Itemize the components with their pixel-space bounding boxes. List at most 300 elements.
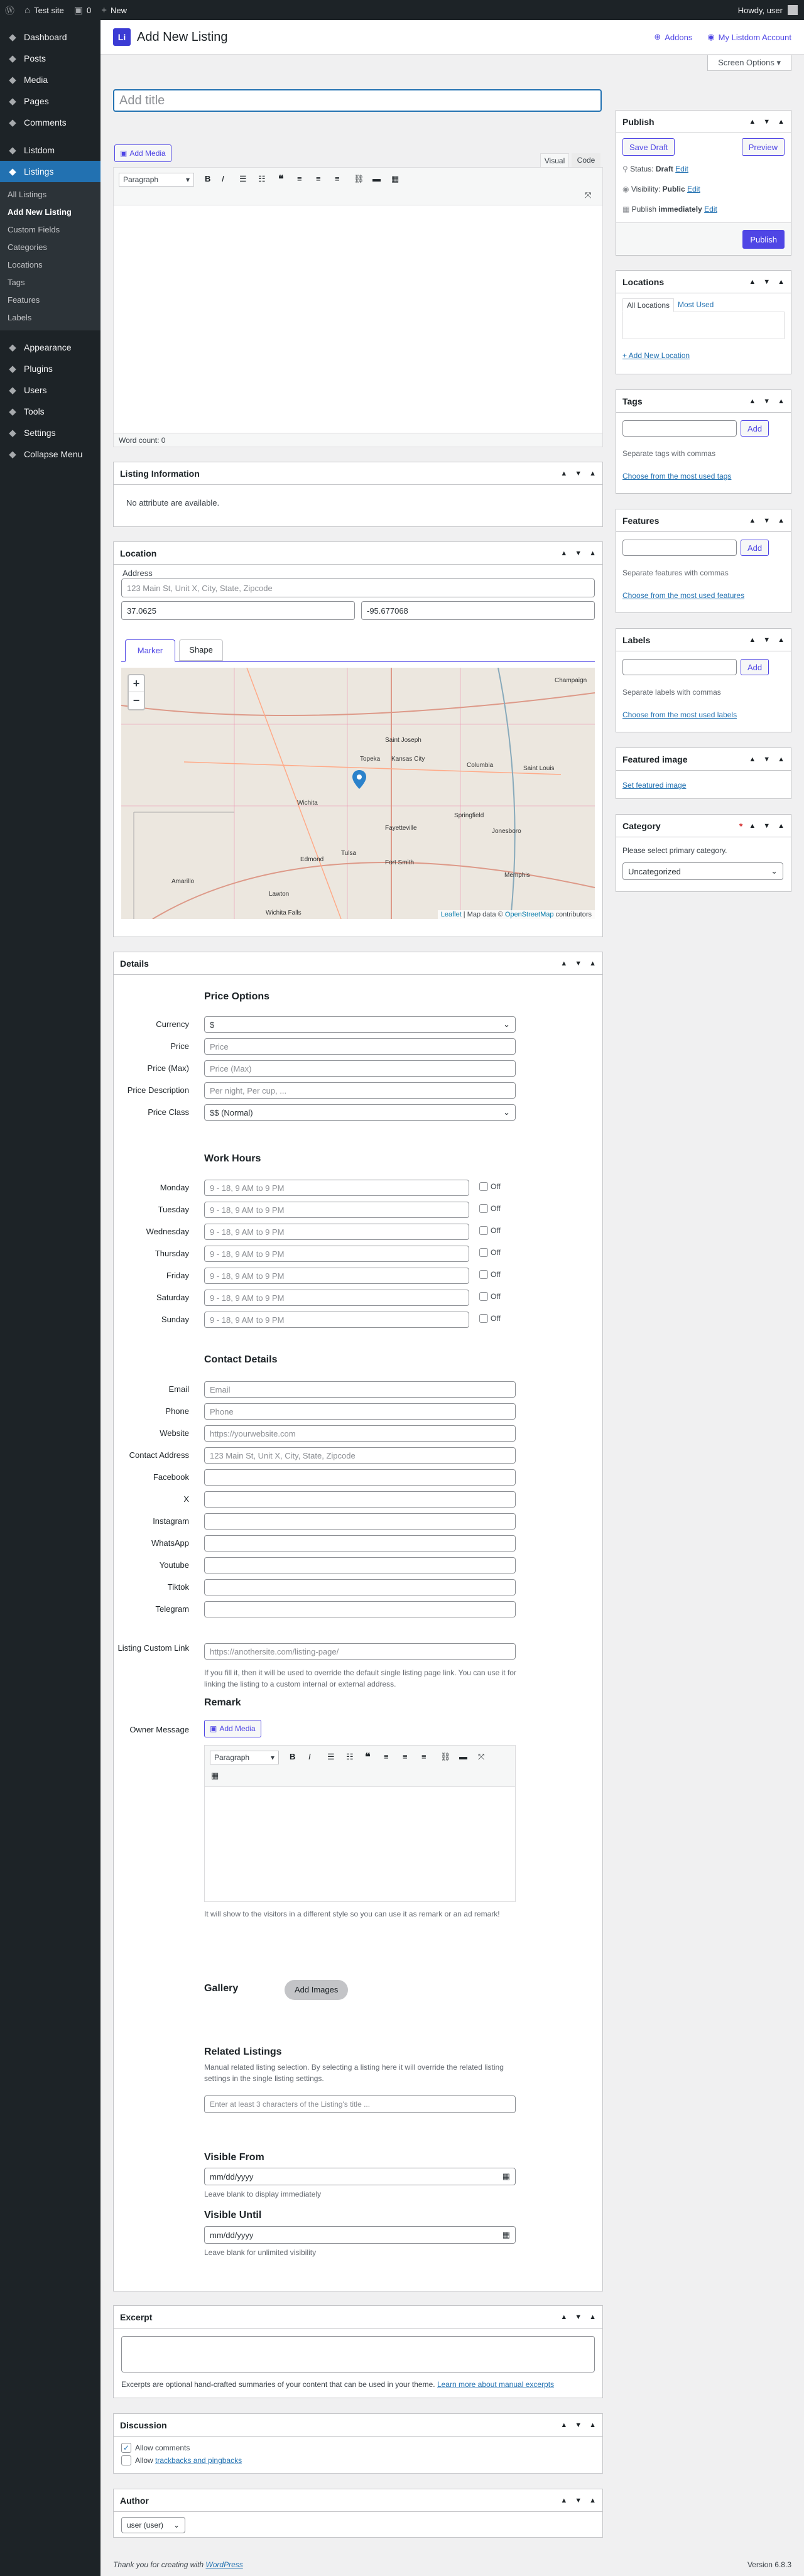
discussion-title: Discussion (120, 2420, 167, 2430)
tags-help: Separate tags with commas (622, 449, 716, 458)
labels-help: Separate labels with commas (622, 688, 721, 697)
map-city-label: Columbia (467, 762, 494, 769)
discussion-box (113, 2413, 603, 2474)
move-up-icon[interactable]: ▲ (560, 2496, 568, 2504)
trackbacks-link[interactable]: trackbacks and pingbacks (155, 2456, 242, 2465)
contact-input-instagram[interactable] (204, 1513, 516, 1530)
tab-shape[interactable]: Shape (179, 639, 223, 661)
work-hours-input[interactable]: 9 - 18, 9 AM to 9 PM (204, 1312, 469, 1328)
screen-options-button[interactable]: Screen Options ▾ (707, 55, 791, 71)
currency-label: Currency (156, 1019, 189, 1029)
tab-code[interactable]: Code (572, 153, 600, 167)
labels-title: Labels (622, 634, 651, 645)
move-down-icon[interactable]: ▼ (763, 636, 771, 644)
off-checkbox[interactable] (479, 1182, 488, 1191)
avatar (788, 5, 798, 15)
sidebar-item-label: Collapse Menu (24, 449, 83, 459)
address-input[interactable]: 123 Main St, Unit X, City, State, Zipcode (121, 579, 595, 597)
sidebar-item-users[interactable] (0, 379, 100, 401)
sidebar-item-tools[interactable] (0, 401, 100, 422)
paragraph-select[interactable] (119, 173, 194, 187)
longitude-input[interactable]: -95.677068 (361, 601, 595, 620)
tags-title: Tags (622, 396, 643, 406)
toggle-icon[interactable]: ▲ (589, 2496, 596, 2504)
contact-input-website[interactable]: https://yourwebsite.com (204, 1425, 516, 1442)
sidebar-item-collapse-menu[interactable] (0, 443, 100, 465)
visible-until-date[interactable] (204, 2226, 516, 2244)
category-title: Category (622, 820, 661, 831)
calendar-icon: ▦ (622, 205, 632, 214)
submenu-item[interactable]: Categories (8, 242, 47, 252)
sidebar-item-listdom[interactable] (0, 139, 100, 161)
toggle-icon[interactable]: ▲ (589, 469, 596, 477)
visibility-value: Public (662, 185, 685, 193)
toggle-icon[interactable]: ▲ (778, 516, 785, 524)
sidebar-item-label: Pages (24, 96, 49, 106)
contact-input-whatsapp[interactable] (204, 1535, 516, 1552)
sidebar-item-plugins[interactable] (0, 358, 100, 379)
paragraph-label: Paragraph (214, 1753, 250, 1762)
required-mark: * (739, 820, 743, 831)
move-up-icon[interactable]: ▲ (749, 755, 756, 763)
move-down-icon[interactable]: ▼ (575, 959, 582, 967)
chevron-down-icon: ⌄ (503, 1019, 510, 1029)
custom-link-help: If you fill it, then it will be used to override the default single listing page link. You can use it for linking the listing to a custom internal or external address. (204, 1668, 516, 1688)
work-hours-input[interactable]: 9 - 18, 9 AM to 9 PM (204, 1224, 469, 1240)
plus-circle-icon: ⊕ (654, 32, 661, 41)
align-right-icon[interactable]: ≡ (335, 174, 340, 183)
move-up-icon[interactable]: ▲ (749, 636, 756, 644)
align-center-icon[interactable]: ≡ (316, 174, 321, 183)
publish-title: Publish (622, 116, 655, 127)
fullscreen-icon[interactable]: ⤧ (585, 190, 592, 200)
title-input[interactable]: Add title (113, 89, 602, 112)
publish-button[interactable]: Publish (742, 230, 785, 249)
fullscreen-icon[interactable]: ⤧ (478, 1752, 485, 1761)
labels-input[interactable] (622, 659, 737, 675)
remark-paragraph-select[interactable] (210, 1751, 279, 1764)
work-hours-input[interactable]: 9 - 18, 9 AM to 9 PM (204, 1246, 469, 1262)
excerpt-help (121, 2380, 554, 2389)
wordpress-link[interactable]: WordPress (205, 2560, 243, 2569)
users-icon: ◆ (9, 385, 16, 396)
blockquote-icon[interactable]: ❝ (365, 1752, 371, 1763)
off-label: Off (491, 1314, 501, 1323)
map-city-label: Lawton (269, 891, 290, 898)
word-count: Word count: 0 (114, 433, 602, 447)
toggle-icon[interactable]: ▲ (778, 755, 785, 763)
price-input[interactable]: Price (204, 1038, 516, 1055)
move-down-icon[interactable]: ▼ (763, 822, 771, 830)
contact-label: Instagram (153, 1516, 189, 1526)
toolbar-toggle-icon[interactable]: ▦ (211, 1771, 219, 1780)
align-center-icon[interactable]: ≡ (403, 1752, 408, 1761)
remark-title: Remark (204, 1697, 241, 1708)
add-tag-button[interactable]: Add (741, 420, 769, 437)
comments-menu[interactable] (69, 0, 96, 20)
pin-icon: ◆ (9, 53, 16, 64)
move-down-icon[interactable]: ▼ (763, 516, 771, 524)
related-listings-title: Related Listings (204, 2046, 282, 2057)
wp-logo-menu[interactable] (0, 0, 19, 20)
off-checkbox[interactable] (479, 1314, 488, 1323)
price-class-label: Price Class (148, 1107, 189, 1117)
move-down-icon[interactable]: ▼ (575, 2496, 582, 2504)
calendar-icon[interactable]: ▦ (502, 2230, 510, 2239)
zoom-control (128, 674, 145, 710)
toolbar-toggle-icon[interactable]: ▦ (391, 174, 399, 183)
sidebar-item-posts[interactable] (0, 48, 100, 69)
map-city-label: Saint Louis (523, 765, 555, 772)
owner-message-label: Owner Message (129, 1725, 189, 1734)
sidebar-item-label: Listings (24, 166, 54, 177)
tags-box (616, 389, 791, 494)
save-draft-button[interactable]: Save Draft (622, 138, 675, 156)
publish-time-label: Publish (631, 205, 659, 214)
map-city-label: Wichita (297, 800, 318, 807)
category-box (616, 814, 791, 892)
add-media-label: Add Media (129, 149, 166, 158)
chevron-down-icon: ▾ (270, 1753, 274, 1762)
off-checkbox[interactable] (479, 1204, 488, 1213)
page-title: Add New Listing (137, 30, 228, 44)
date-placeholder: mm/dd/yyyy (210, 2171, 254, 2182)
footer-version: Version 6.8.3 (747, 2560, 791, 2569)
move-down-icon[interactable]: ▼ (763, 755, 771, 763)
move-up-icon[interactable]: ▲ (749, 278, 756, 286)
comment-icon: ◆ (9, 117, 16, 128)
add-feature-button[interactable]: Add (741, 540, 769, 556)
move-up-icon[interactable]: ▲ (749, 117, 756, 126)
map-attribution (438, 910, 595, 919)
bullet-list-icon[interactable]: ☰ (327, 1752, 335, 1761)
pin-icon: ⚲ (622, 165, 631, 173)
sidebar-item-label: Appearance (24, 342, 72, 352)
account-link[interactable] (707, 32, 791, 42)
footer-thanks (113, 2560, 243, 2569)
publish-time-row (622, 205, 717, 214)
contact-input-tiktok[interactable] (204, 1579, 516, 1595)
home-icon: ⌂ (24, 4, 31, 16)
align-left-icon[interactable]: ≡ (297, 174, 302, 183)
features-input[interactable] (622, 540, 737, 556)
sidebar-item-label: Settings (24, 428, 56, 438)
sidebar-item-listings[interactable] (0, 161, 100, 182)
chevron-down-icon: ⌄ (173, 2521, 180, 2530)
labels-box (616, 628, 791, 732)
related-listings-input[interactable]: Enter at least 3 characters of the Listing's title ... (204, 2095, 516, 2113)
eye-icon: ◉ (622, 185, 631, 193)
submenu-item[interactable]: Features (8, 295, 40, 305)
latitude-input[interactable]: 37.0625 (121, 601, 355, 620)
work-hours-input[interactable]: 9 - 18, 9 AM to 9 PM (204, 1180, 469, 1196)
map-marker-icon[interactable] (352, 770, 366, 789)
sidebar-item-dashboard[interactable] (0, 26, 100, 48)
bold-icon[interactable]: B (290, 1752, 296, 1761)
add-media-button[interactable] (114, 144, 171, 162)
work-hours-input[interactable]: 9 - 18, 9 AM to 9 PM (204, 1290, 469, 1306)
work-hours-input[interactable]: 9 - 18, 9 AM to 9 PM (204, 1268, 469, 1284)
map-city-label: Springfield (454, 812, 484, 819)
account-label: My Listdom Account (718, 32, 791, 42)
visible-from-help: Leave blank to display immediately (204, 2190, 322, 2198)
link-icon[interactable]: ⛓ (354, 174, 364, 183)
media-icon: ◆ (9, 75, 16, 85)
media-icon: ▣ (210, 1724, 217, 1733)
category-help: Please select primary category. (622, 846, 727, 855)
collapse-icon: ◆ (9, 449, 16, 460)
featured-image-title: Featured image (622, 754, 688, 764)
location-title: Location (120, 548, 157, 558)
osm-link[interactable]: OpenStreetMap (504, 911, 554, 918)
calendar-icon[interactable]: ▦ (502, 2171, 510, 2181)
addons-label: Addons (665, 32, 693, 42)
tab-visual[interactable]: Visual (540, 153, 569, 167)
price-description-input[interactable]: Per night, Per cup, ... (204, 1082, 516, 1099)
tab-most-used-locations[interactable]: Most Used (678, 300, 714, 309)
wordpress-icon: Ⓦ (5, 5, 15, 16)
editor-toolbar (114, 168, 602, 205)
currency-select[interactable] (204, 1016, 516, 1033)
submenu-item[interactable]: Locations (8, 260, 43, 269)
off-label: Off (491, 1270, 501, 1279)
listing-icon: ◆ (9, 166, 16, 177)
add-label-button[interactable]: Add (741, 659, 769, 675)
allow-trackbacks-checkbox[interactable] (121, 2455, 131, 2465)
move-up-icon[interactable]: ▲ (749, 516, 756, 524)
attribution-text: | Map data © (461, 911, 505, 918)
author-select[interactable] (121, 2517, 185, 2533)
media-icon: ▣ (120, 149, 128, 158)
remark-editor[interactable] (204, 1745, 516, 1902)
off-checkbox[interactable] (479, 1270, 488, 1279)
tab-marker[interactable]: Marker (125, 639, 175, 662)
set-featured-image-link[interactable]: Set featured image (622, 781, 687, 790)
move-down-icon[interactable]: ▼ (763, 397, 771, 405)
plus-icon: + (101, 4, 107, 16)
off-label: Off (491, 1182, 501, 1191)
contact-input-facebook[interactable] (204, 1469, 516, 1486)
off-checkbox[interactable] (479, 1226, 488, 1235)
day-label: Friday (166, 1271, 189, 1280)
contact-input-contact-address[interactable]: 123 Main St, Unit X, City, State, Zipcode (204, 1447, 516, 1464)
choose-features-link[interactable]: Choose from the most used features (622, 591, 745, 600)
excerpt-help-text: Excerpts are optional hand-crafted summaries of your content that can be used in your theme. (121, 2380, 437, 2389)
status-label: Status: (630, 165, 656, 173)
more-tag-icon[interactable]: ▬ (459, 1752, 467, 1761)
map-city-label: Topeka (360, 756, 381, 763)
sidebar-item-media[interactable] (0, 69, 100, 90)
sidebar-item-label: Comments (24, 117, 67, 128)
howdy-text: Howdy, user (737, 5, 783, 15)
location-map[interactable] (121, 668, 595, 919)
allow-comments-checkbox[interactable]: ✓ (121, 2443, 131, 2453)
off-label: Off (491, 1204, 501, 1213)
sidebar-item-label: Media (24, 75, 48, 85)
bullet-list-icon[interactable]: ☰ (239, 174, 247, 183)
toggle-icon[interactable]: ▲ (589, 2313, 596, 2321)
toggle-icon[interactable]: ▲ (589, 2421, 596, 2429)
submenu-item[interactable]: Labels (8, 313, 32, 322)
contact-label: Phone (165, 1406, 189, 1416)
comment-icon: ▣ (73, 5, 83, 16)
toggle-icon[interactable]: ▲ (778, 278, 785, 286)
italic-icon[interactable]: I (308, 1752, 311, 1761)
more-tag-icon[interactable]: ▬ (372, 174, 381, 183)
move-up-icon[interactable]: ▲ (749, 397, 756, 405)
visible-until-title: Visible Until (204, 2210, 262, 2220)
sidebar-item-comments[interactable] (0, 112, 100, 133)
map-city-label: Saint Joseph (385, 737, 421, 744)
allow-trackbacks-label (135, 2456, 242, 2465)
add-media-label: Add Media (219, 1724, 256, 1733)
main-content (100, 20, 804, 2576)
submenu-item[interactable]: Custom Fields (8, 225, 60, 234)
day-label: Sunday (161, 1315, 189, 1324)
day-label: Wednesday (146, 1227, 189, 1236)
contact-label: Facebook (153, 1472, 189, 1482)
zoom-out-button[interactable]: − (133, 694, 140, 707)
align-left-icon[interactable]: ≡ (384, 1752, 389, 1761)
chevron-down-icon: ⌄ (503, 1107, 510, 1117)
tab-all-locations[interactable]: All Locations (622, 298, 674, 312)
no-attribute-text: No attribute are available. (126, 498, 220, 508)
sidebar-item-label: Users (24, 385, 47, 395)
excerpt-title: Excerpt (120, 2312, 153, 2322)
visible-from-date[interactable] (204, 2168, 516, 2185)
move-down-icon[interactable]: ▼ (575, 549, 582, 557)
submenu-item[interactable]: Add New Listing (8, 207, 72, 217)
sidebar-item-label: Posts (24, 53, 46, 63)
locations-title: Locations (622, 276, 665, 287)
price-class-value: $$ (Normal) (210, 1107, 253, 1117)
currency-value: $ (210, 1019, 215, 1030)
link-icon[interactable]: ⛓ (440, 1752, 451, 1761)
listings-submenu (0, 182, 100, 330)
choose-tags-link[interactable]: Choose from the most used tags (622, 472, 732, 481)
toggle-icon[interactable]: ▲ (778, 822, 785, 830)
submenu-item[interactable]: All Listings (8, 190, 47, 199)
contact-input-youtube[interactable] (204, 1557, 516, 1573)
custom-link-input[interactable]: https://anothersite.com/listing-page/ (204, 1643, 516, 1660)
edit-visibility-link[interactable]: Edit (687, 185, 700, 193)
work-hours-input[interactable]: 9 - 18, 9 AM to 9 PM (204, 1202, 469, 1218)
status-value: Draft (655, 165, 673, 173)
edit-status-link[interactable]: Edit (675, 165, 688, 173)
new-content-menu[interactable] (96, 0, 132, 20)
contact-input-telegram[interactable] (204, 1601, 516, 1617)
work-hours-title: Work Hours (204, 1153, 261, 1164)
zoom-in-button[interactable]: + (129, 675, 144, 692)
add-new-location-link[interactable]: + Add New Location (622, 351, 690, 360)
off-label: Off (491, 1248, 501, 1257)
price-class-select[interactable] (204, 1104, 516, 1121)
footer-thanks-text: Thank you for creating with (113, 2560, 206, 2569)
account-menu[interactable] (738, 5, 804, 15)
listing-info-box (113, 462, 603, 527)
toggle-icon[interactable]: ▲ (778, 397, 785, 405)
excerpt-learn-more-link[interactable]: Learn more about manual excerpts (437, 2380, 555, 2389)
move-down-icon[interactable]: ▼ (575, 469, 582, 477)
leaflet-link[interactable]: Leaflet (440, 911, 462, 918)
excerpt-box (113, 2305, 603, 2398)
visibility-label: Visibility: (631, 185, 663, 193)
excerpt-textarea[interactable] (121, 2336, 595, 2372)
off-label: Off (491, 1226, 501, 1235)
move-up-icon[interactable]: ▲ (560, 959, 568, 967)
chevron-down-icon: ▾ (185, 175, 190, 184)
date-placeholder: mm/dd/yyyy (210, 2230, 254, 2240)
preview-button[interactable]: Preview (742, 138, 785, 156)
numbered-list-icon[interactable]: ☷ (258, 174, 266, 183)
move-up-icon[interactable]: ▲ (560, 2313, 568, 2321)
move-up-icon[interactable]: ▲ (749, 822, 756, 830)
sidebar-item-appearance[interactable] (0, 337, 100, 358)
remark-add-media-button[interactable] (204, 1720, 261, 1737)
price-description-label: Price Description (127, 1085, 189, 1095)
tags-input[interactable] (622, 420, 737, 437)
toggle-icon[interactable]: ▲ (589, 959, 596, 967)
move-up-icon[interactable]: ▲ (560, 549, 568, 557)
locations-checklist (622, 312, 785, 339)
off-checkbox[interactable] (479, 1248, 488, 1257)
details-box (113, 952, 603, 2291)
sidebar-item-settings[interactable] (0, 422, 100, 443)
contact-input-email[interactable]: Email (204, 1381, 516, 1398)
addons-link[interactable] (654, 32, 692, 42)
italic-icon[interactable]: I (222, 174, 224, 183)
move-down-icon[interactable]: ▼ (575, 2313, 582, 2321)
contact-label: X (183, 1494, 189, 1504)
contact-input-x[interactable] (204, 1491, 516, 1508)
sidebar-item-pages[interactable] (0, 90, 100, 112)
toggle-icon[interactable]: ▲ (589, 549, 596, 557)
move-up-icon[interactable]: ▲ (560, 2421, 568, 2429)
add-images-button[interactable]: Add Images (285, 1980, 348, 2000)
numbered-list-icon[interactable]: ☷ (346, 1752, 354, 1761)
align-right-icon[interactable]: ≡ (421, 1752, 426, 1761)
move-down-icon[interactable]: ▼ (763, 278, 771, 286)
move-down-icon[interactable]: ▼ (763, 117, 771, 126)
move-up-icon[interactable]: ▲ (560, 469, 568, 477)
off-label: Off (491, 1292, 501, 1301)
site-name-menu[interactable] (19, 0, 69, 20)
contact-input-phone[interactable]: Phone (204, 1403, 516, 1420)
map-city-label: Fayetteville (385, 825, 417, 832)
publish-time-value: immediately (658, 205, 702, 214)
page-icon: ◆ (9, 96, 16, 107)
bold-icon[interactable]: B (205, 174, 211, 183)
toggle-icon[interactable]: ▲ (778, 117, 785, 126)
toggle-icon[interactable]: ▲ (778, 636, 785, 644)
price-max-input[interactable]: Price (Max) (204, 1060, 516, 1077)
submenu-item[interactable]: Tags (8, 278, 25, 287)
category-select[interactable] (622, 862, 783, 880)
site-name: Test site (34, 5, 64, 15)
price-max-label: Price (Max) (147, 1063, 189, 1073)
sidebar-item-label: Dashboard (24, 32, 67, 42)
edit-publish-time-link[interactable]: Edit (704, 205, 717, 214)
chevron-down-icon: ⌄ (771, 866, 778, 876)
gallery-title: Gallery (204, 1983, 239, 1994)
choose-labels-link[interactable]: Choose from the most used labels (622, 710, 737, 719)
off-checkbox[interactable] (479, 1292, 488, 1301)
move-down-icon[interactable]: ▼ (575, 2421, 582, 2429)
user-circle-icon: ◉ (707, 32, 715, 41)
features-help: Separate features with commas (622, 568, 729, 577)
contact-label: Tiktok (167, 1582, 189, 1592)
blockquote-icon[interactable]: ❝ (278, 174, 284, 185)
